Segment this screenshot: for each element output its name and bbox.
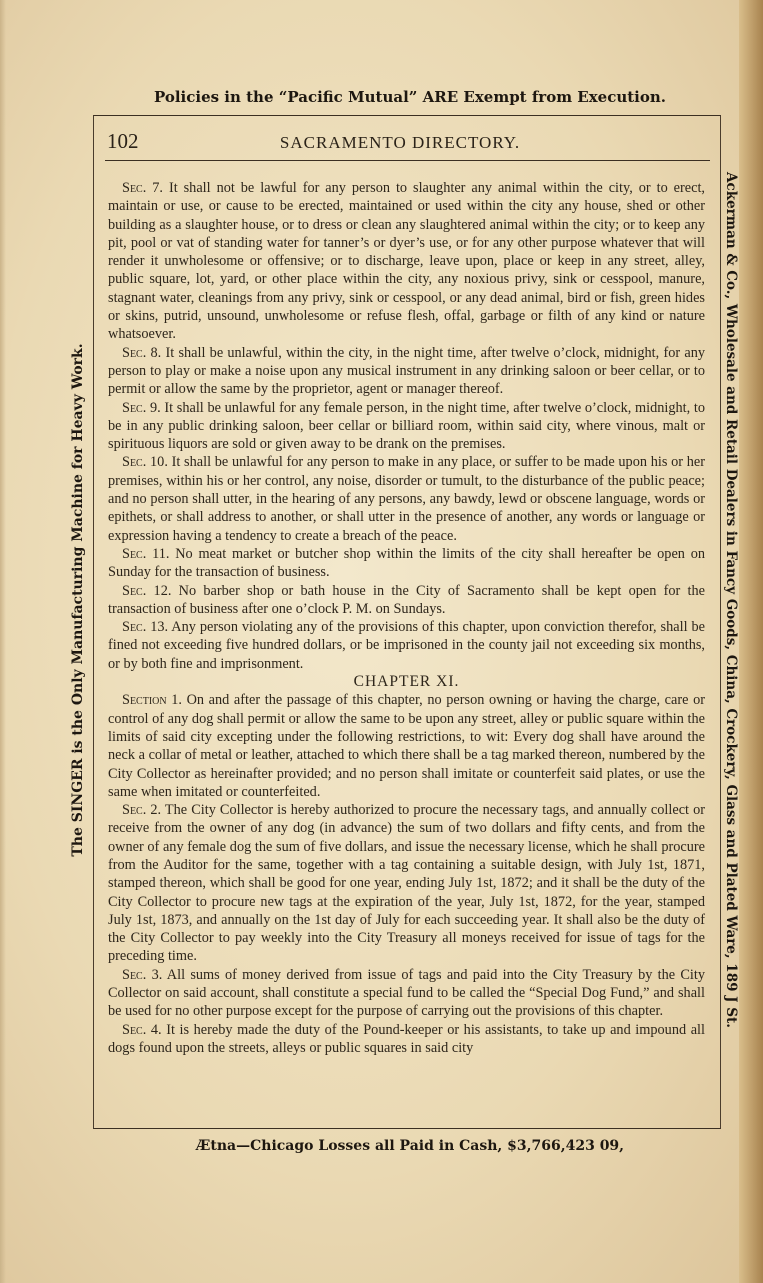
- section-paragraph: [108, 1021, 705, 1058]
- section-label: Sec. 7.: [122, 180, 163, 196]
- section-text: All sums of money derived from issue of tags and paid into the City Treasury by the City Collector on said account, shall constitute a special fund to be called the “Special Dog Fund,” and shall be used for no other purpose except for the purpose of carrying out the provisions of this chapter.: [108, 966, 705, 1020]
- section-text: No meat market or butcher shop within the limits of the city shall hereafter be open on Sunday for the transaction of business.: [108, 545, 706, 581]
- section-label: Sec. 12.: [122, 582, 172, 599]
- left-advertisement-text: The SINGER is the Only Manufacturing Machine for Heavy Work.: [70, 343, 86, 857]
- section-paragraph: [108, 344, 705, 399]
- section-label: Sec. 2.: [122, 802, 162, 819]
- section-text: No barber shop or bath house in the City of Sacramento shall be kept open for the transaction of business after one o’clock P. M. on Sundays.: [108, 582, 706, 617]
- body-text: [108, 179, 705, 1057]
- section-paragraph: [108, 691, 705, 801]
- chapter-heading: CHAPTER XI.: [353, 673, 460, 691]
- section-label: Sec. 13.: [122, 619, 169, 636]
- section-label: Sec. 8.: [122, 344, 162, 361]
- section-text: On and after the passage of this chapter, no person owning or having the charge, care or control of any dog shall permit or allow the same to be upon any street, alley or public square within the limits of said city excepting under the following restrictions, to wit: Every dog shall have around the neck a collar of metal or leather, attached to which there shall be a tag marked thereon, numbered by the City Collector as hereinafter provided; and no person shall imitate or counterfeit said plates, or use the same when imitated or counterfeited.: [108, 692, 705, 800]
- section-text: The City Collector is hereby authorized to procure the necessary tags, and annually collect or receive from the owner of any dog (in advance) the sum of two dollars and fifty cents, and from the owner of any female dog the sum of five dollars, and issue the necessary license, which he shall procure from the Auditor for the same, together with a tag containing a suitable design, with July 1st, 1871, stamped thereon, which shall be good for one year, ending July 1st, 1872; and it shall be the duty of the City Collector to procure new tags at the expiration of the year, July 1st, 1872, for the year, stamped July 1st, 1873, and annually on the 1st day of July for each succeeding year. It shall also be the duty of the City Collector to pay weekly into the City Treasury all moneys received for issue of tags for the preceding time.: [108, 802, 705, 965]
- section-text: Any person violating any of the provisions of this chapter, upon conviction therefor, shall be fined not exceeding five hundred dollars, or be imprisoned in the county jail not exceeding six months, or by both fine and imprisonment.: [108, 619, 705, 672]
- section-paragraph: [108, 966, 705, 1021]
- right-advertisement-text: Ackerman & Co., Wholesale and Retail Dealers in Fancy Goods, China, Crockery, Glass and Plated Ware, 189 J St.: [723, 172, 739, 1028]
- section-label: Section 1.: [122, 692, 182, 709]
- section-paragraph: [108, 179, 705, 344]
- section-paragraph: [108, 545, 705, 582]
- top-advertisement-banner: Policies in the “Pacific Mutual” ARE Exempt from Execution.: [153, 88, 667, 106]
- section-text: It is hereby made the duty of the Pound-keeper or his assistants, to take up and impound all dogs found upon the streets, alleys or public squares in said city: [108, 1021, 705, 1056]
- page-number: 102: [107, 129, 139, 153]
- section-label: Sec. 11.: [122, 545, 170, 562]
- section-text: It shall not be lawful for any person to slaughter any animal within the city, or to erect, maintain or use, or cause to be erected, maintained or used within the city any house, shed or other building as a slaughter house, or to dress or clean any slaughtered animal within the city; or to keep any pit, pool or vat of standing water for tanner’s or dyer’s use, or for any other purpose whatever that will render it unwholesome or offensive; or to discharge, leave upon, place or keep in any street, alley, public square, lot, yard, or other place within the city, any noxious privy, sink or cesspool, manure, stagnant water, cleanings from any privy, sink or cesspool, or any dead animal, bird or fish, green hides or skins, putrid, unsound, unwholesome or refuse flesh, offal, garbage or filth of any kind or nature whatsoever.: [108, 180, 706, 343]
- running-head: SACRAMENTO DIRECTORY.: [279, 133, 521, 152]
- header-rule: [105, 160, 710, 161]
- section-text: It shall be unlawful for any person to make in any place, or suffer to be made upon his or her premises, within his or her control, any noise, disorder or tumult, to the disturbance of the public peace; and no person shall utter, in the hearing of any persons, any bawdy, lewd or obscene language, words or epithets, or shall address to another, or shall utter in the presence of another, any words or language or expression having a tendency to create a breach of the peace.: [108, 454, 705, 544]
- page-right-edge: [739, 0, 763, 1283]
- section-text: It shall be unlawful for any female person, in the night time, after twelve o’clock, midnight, to be in any public drinking saloon, beer cellar or billiard room, within said city, where vinous, malt or spirituous liquors are sold or given away to be drank on the premises.: [108, 399, 706, 453]
- section-paragraph: [108, 801, 705, 966]
- section-text: It shall be unlawful, within the city, in the night time, after twelve o’clock, midnight, for any person to play or make a noise upon any musical instrument in any drinking saloon or beer cellar, or to permit or allow the same by the proprietor, agent or manager thereof.: [108, 344, 705, 398]
- section-label: Sec. 4.: [122, 1021, 162, 1038]
- section-label: Sec. 3.: [122, 966, 163, 983]
- section-paragraph: [108, 582, 705, 619]
- section-paragraph: [108, 453, 705, 544]
- section-paragraph: [108, 399, 705, 454]
- bottom-advertisement-banner: Ætna—Chicago Losses all Paid in Cash, $3,766,423 09,: [195, 1138, 625, 1154]
- section-label: Sec. 9.: [122, 399, 161, 416]
- section-label: Sec. 10.: [122, 454, 168, 471]
- section-paragraph: [108, 618, 705, 673]
- page-left-shadow: [0, 0, 6, 1283]
